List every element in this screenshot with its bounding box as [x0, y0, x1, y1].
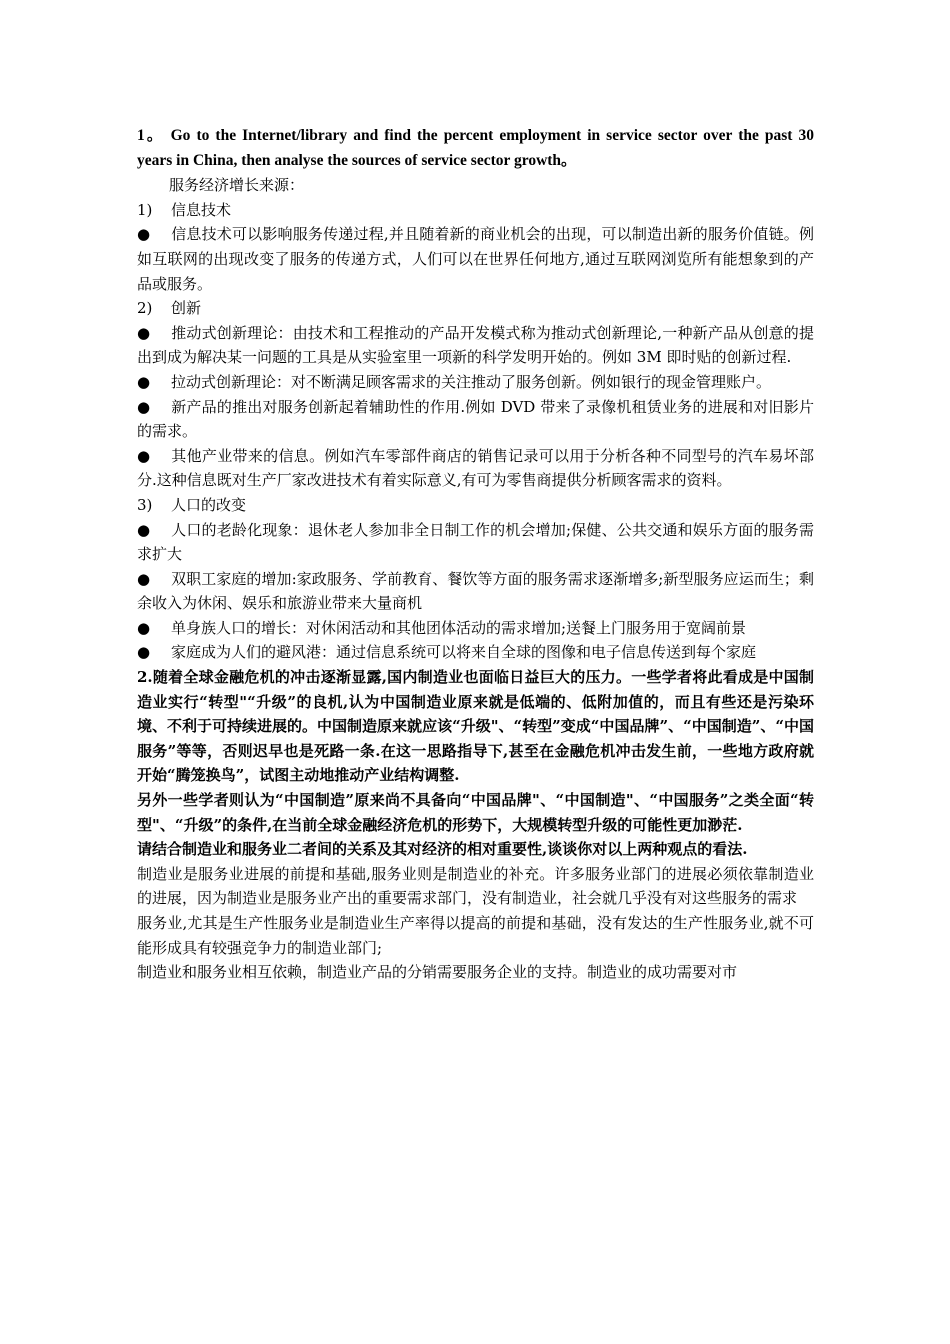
bullet-item: ● 双职工家庭的增加:家政服务、学前教育、餐饮等方面的服务需求逐渐增多;新型服务应运而生；剩余收入为休闲、娱乐和旅游业带来大量商机 [137, 567, 814, 616]
bullet-item: ● 人口的老龄化现象：退休老人参加非全日制工作的机会增加;保健、公共交通和娱乐方面的服务需求扩大 [137, 518, 814, 567]
section-heading: 3) 人口的改变 [137, 495, 247, 514]
bullet-icon: ● [137, 225, 151, 244]
answer-paragraph: 制造业是服务业进展的前提和基础,服务业则是制造业的补充。许多服务业部门的进展必须依靠制造业的进展，因为制造业是服务业产出的重要需求部门，没有制造业，社会就几乎没有对这些服务的需求 [137, 864, 814, 908]
question-2-prompt: 请结合制造业和服务业二者间的关系及其对经济的相对重要性,谈谈你对以上两种观点的看法. [137, 840, 748, 859]
section-heading: 2) 创新 [137, 299, 202, 318]
question-2-paragraph-1: 2.随着全球金融危机的冲击逐渐显露,国内制造业也面临日益巨大的压力。一些学者将此看成是中国制造业实行“转型"“升级”的良机,认为中国制造业原来就是低端的、低附加值的，而且有些还是污染环境、不利于可持续进展的。中国制造原来就应该“升级"、“转型”变成“中国品牌”、“中国制造”、“中国服务”等等，否则迟早也是死路一条.在这一思路指导下,甚至在金融危机冲击发生前，一些地方政府就开始“腾笼换鸟”，试图主动地推动产业结构调整. [137, 668, 814, 785]
section-heading: 1) 信息技术 [137, 200, 232, 219]
bullet-icon: ● [137, 397, 151, 416]
sources-intro: 服务经济增长来源： [169, 176, 305, 195]
bullet-icon: ● [137, 446, 151, 465]
bullet-icon: ● [137, 643, 151, 662]
bullet-icon: ● [137, 520, 151, 539]
question-1-title: 1。 Go to the Internet/library and find the percent employment in service sector over the past 30 years in China, then analyse the sources of service sector growth。 [137, 127, 814, 169]
bullet-icon: ● [137, 372, 151, 391]
bullet-item: ● 其他产业带来的信息。例如汽车零部件商店的销售记录可以用于分析各种不同型号的汽车易坏部分.这种信息既对生产厂家改进技术有着实际意义,有可为零售商提供分析顾客需求的资料。 [137, 444, 814, 493]
bullet-item: ● 信息技术可以影响服务传递过程,并且随着新的商业机会的出现，可以制造出新的服务价值链。例如互联网的出现改变了服务的传递方式，人们可以在世界任何地方,通过互联网浏览所有能想象到的产品或服务。 [137, 222, 814, 296]
bullet-item: ● 家庭成为人们的避风港：通过信息系统可以将来自全球的图像和电子信息传送到每个家庭 [137, 640, 814, 665]
question-2-paragraph-2: 另外一些学者则认为“中国制造”原来尚不具备向“中国品牌"、“中国制造"、“中国服务”之类全面“转型"、“升级”的条件,在当前全球金融经济危机的形势下，大规模转型升级的可能性更加渺茫. [137, 791, 814, 834]
bullet-item: ● 拉动式创新理论：对不断满足顾客需求的关注推动了服务创新。例如银行的现金管理账户。 [137, 370, 814, 395]
document-page [137, 124, 814, 985]
answer-paragraph: 服务业,尤其是生产性服务业是制造业生产率得以提高的前提和基础，没有发达的生产性服务业,就不可能形成具有较强竞争力的制造业部门; [137, 914, 814, 957]
bullet-item: ● 新产品的推出对服务创新起着辅助性的作用.例如 DVD 带来了录像机租赁业务的进展和对旧影片的需求。 [137, 395, 814, 444]
bullet-icon: ● [137, 618, 151, 637]
bullet-icon: ● [137, 323, 151, 342]
bullet-item: ● 单身族人口的增长：对休闲活动和其他团体活动的需求增加;送餐上门服务用于宽阔前景 [137, 616, 814, 641]
bullet-icon: ● [137, 569, 151, 588]
bullet-item: ● 推动式创新理论：由技术和工程推动的产品开发模式称为推动式创新理论,一种新产品从创意的提出到成为解决某一问题的工具是从实验室里一项新的科学发明开始的。例如 3M 即时贴的创新过程. [137, 321, 814, 370]
answer-paragraph: 制造业和服务业相互依赖，制造业产品的分销需要服务企业的支持。制造业的成功需要对市 [137, 963, 738, 982]
